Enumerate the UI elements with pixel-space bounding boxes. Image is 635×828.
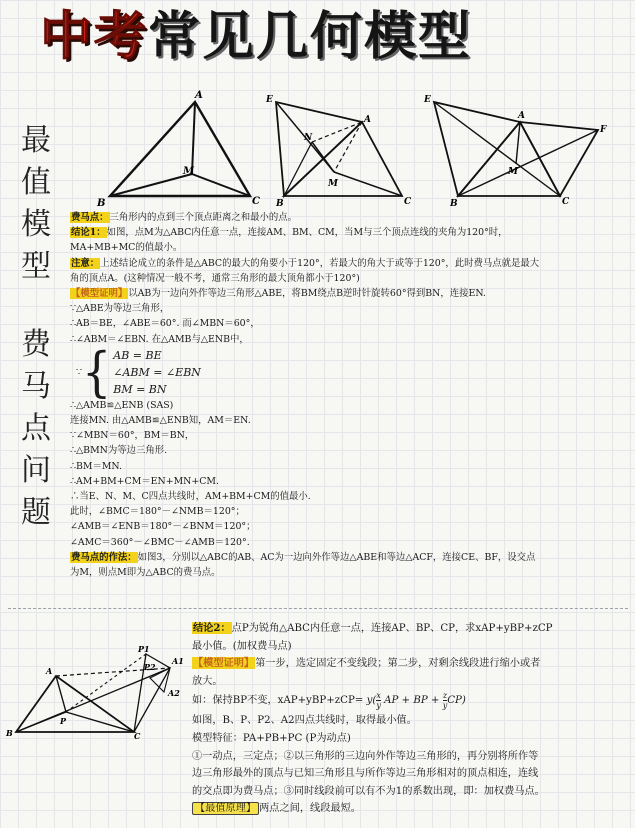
proof-intro [70, 286, 632, 301]
label-P2: P2 [144, 662, 156, 672]
sidebar-char: 费 [21, 327, 51, 362]
proof-line: ∵∠MBN＝60°，BM＝BN， [70, 430, 195, 442]
conclusion-1-line2: MA+MB+MC的值最小。 [70, 242, 183, 254]
frac-numerator: z [442, 690, 448, 700]
label-C: C [404, 197, 412, 207]
section-divider [8, 608, 628, 609]
proof-text: 以AB为一边向外作等边三角形△ABE，将BM绕点B逆时针旋转60°得到BN，连接EN. [128, 288, 486, 300]
brace-equation: AB = BE [113, 348, 162, 362]
sidebar-char: 值 [21, 165, 51, 200]
section-2-content [192, 620, 632, 818]
label-A: A [46, 666, 53, 676]
section-1-content [70, 210, 632, 580]
line-c: ①一动点，三定点；②以三角形的三边向外作等边三角形的，再分别将所作等 [192, 750, 539, 762]
label-F: F [600, 125, 607, 135]
brace-equations [111, 347, 201, 398]
figure-4-weighted-fermat [4, 640, 190, 740]
label-A2: A2 [168, 688, 180, 698]
sidebar-char: 最 [21, 123, 51, 158]
label-N: N [304, 133, 313, 143]
label-P1: P1 [138, 644, 150, 654]
conclusion-2-line2: 最小值。(加权费马点) [192, 640, 292, 652]
principle-text: 两点之间，线段最短。 [259, 803, 361, 815]
label-A: A [518, 111, 525, 121]
label-C: C [562, 197, 570, 207]
proof-line2-2: 放大。 [192, 675, 223, 687]
proof-line: ∴∠ABM＝∠EBN. 在△AMB与△ENB中， [70, 333, 249, 345]
sidebar-gap [14, 288, 58, 324]
brace-equation: BM = BN [113, 382, 167, 396]
figure-3-triangle [420, 92, 615, 208]
example-end: CP) [447, 695, 466, 707]
proof-line: 此时，∠BMC＝180°－∠NMB＝120°； [70, 506, 245, 518]
label-B: B [276, 199, 284, 208]
sidebar-char: 马 [21, 369, 51, 404]
label-A: A [364, 115, 371, 125]
sidebar-char: 题 [21, 495, 51, 530]
conclusion-1-text: 如图，点M为△ABC内任意一点，连接AM、BM、CM，当M与三个顶点连线的夹角为120°时， [106, 227, 508, 239]
proof-line: ∴△BMN为等边三角形. [70, 445, 168, 457]
frac-numerator: x [376, 690, 381, 700]
proof-label: 【模型证明】 [71, 288, 128, 300]
label-E: E [266, 95, 273, 105]
fermat-definition [70, 210, 632, 225]
conclusion-2-label: 结论2： [193, 622, 231, 634]
label-A1: A1 [172, 656, 184, 666]
sidebar-char: 问 [21, 453, 51, 488]
proof-label-2: 【模型证明】 [193, 657, 255, 670]
title-red-part: 中考 [40, 7, 149, 67]
proof-text-2: 第一步，选定固定不变线段；第二步，对剩余线段进行缩小或者 [255, 658, 541, 670]
title-black-part: 常见几何模型 [148, 7, 473, 67]
label-B: B [97, 198, 106, 208]
note-text: 上述结论成立的条件是△ABC的最大的角要小于120°，若最大的角大于或等于120°，此时费马点就是最大 [100, 257, 540, 269]
because-symbol: ∵ [76, 366, 82, 378]
example-mid: AP + BP + [384, 695, 440, 707]
sidebar-char: 型 [21, 249, 51, 284]
line-d: 边三角形最外的顶点与已知三角形且与所作等边三角形相对的顶点相连，连线 [192, 768, 539, 780]
proof-line: ∴AM+BM+CM＝EN+MN+CM. [70, 475, 219, 487]
label-C: C [252, 196, 260, 207]
left-brace: { [81, 341, 112, 404]
figure-1-triangle [85, 88, 270, 208]
label-P: P [60, 716, 67, 726]
note-line2: 角的顶点A。(这种情况一般不考，通常三角形的最大顶角都小于120°) [70, 272, 360, 284]
sidebar-char: 点 [21, 411, 51, 446]
page-title [40, 4, 600, 70]
conclusion-2-text: 点P为锐角△ABC内任意一点，连接AP、BP、CP，求xAP+yBP+zCP [231, 623, 553, 634]
example-pre: 如：保持BP不变，xAP+yBP+zCP= [192, 695, 364, 707]
proof-line: ∴AB＝BE，∠ABE＝60°. 而∠MBN＝60°， [70, 318, 260, 330]
line-e: 的交点即为费马点；③同时线段前可以有不为1的系数出现，即：加权费马点。 [192, 785, 545, 797]
proof-line: ∴△AMB≌△ENB (SAS) [70, 399, 174, 411]
frac-denominator: y [442, 700, 448, 710]
principle [192, 800, 632, 818]
note-label: 注意： [71, 257, 100, 269]
label-A: A [195, 90, 203, 101]
label-M: M [183, 166, 195, 177]
figure-2-triangle [262, 92, 422, 208]
proof-line: ∠AMB＝∠ENB＝180°－∠BNM＝120°； [70, 521, 256, 533]
label-E: E [424, 95, 431, 105]
fermat-label: 费马点： [71, 212, 109, 223]
method-text: 如图3，分别以△ABC的AB、AC为一边向外作等边△ABE和等边△ACF，连接CE、BF，设交点 [137, 551, 536, 563]
construction-method [70, 550, 632, 565]
label-M: M [328, 179, 338, 189]
fraction-x-over-y [376, 691, 381, 710]
weighted-example [192, 690, 632, 712]
method-line2: 为M，则点M即为△ABC的费马点。 [70, 567, 221, 579]
line-a: 如图，B、P、P2、A2四点共线时，取得最小值。 [192, 715, 417, 727]
line-b: 模型特征：PA+PB+PC (P为动点) [192, 732, 351, 744]
conclusion-1-label: 结论1： [71, 227, 106, 239]
sidebar-vertical-title [14, 120, 58, 534]
note [70, 256, 632, 271]
brace-equation: ∠ABM = ∠EBN [113, 365, 201, 379]
proof-brace-system [76, 341, 632, 404]
proof-line: ∵△ABE为等边三角形， [70, 303, 170, 315]
label-B: B [450, 199, 458, 208]
proof-line: ∠AMC＝360°－∠BMC－∠AMB＝120°. [70, 536, 250, 548]
proof-intro-2 [192, 655, 632, 673]
proof-line: ∴当E、N、M、C四点共线时，AM+BM+CM的值最小. [70, 491, 311, 503]
label-B: B [6, 728, 13, 738]
principle-label: 【最值原理】 [192, 802, 259, 815]
method-label: 费马点的作法： [71, 551, 137, 563]
fermat-text: 三角形内的点到三个顶点距离之和最小的点。 [109, 212, 298, 223]
sidebar-char: 模 [21, 207, 51, 242]
example-y: y( [366, 695, 377, 707]
label-C: C [134, 731, 141, 740]
proof-line: ∴BM＝MN. [70, 460, 123, 472]
conclusion-1 [70, 225, 632, 240]
proof-line: 连接MN. 由△AMB≌△ENB知，AM＝EN. [70, 415, 251, 427]
conclusion-2 [192, 620, 632, 638]
frac-denominator: y [376, 700, 381, 710]
label-M: M [508, 167, 518, 177]
